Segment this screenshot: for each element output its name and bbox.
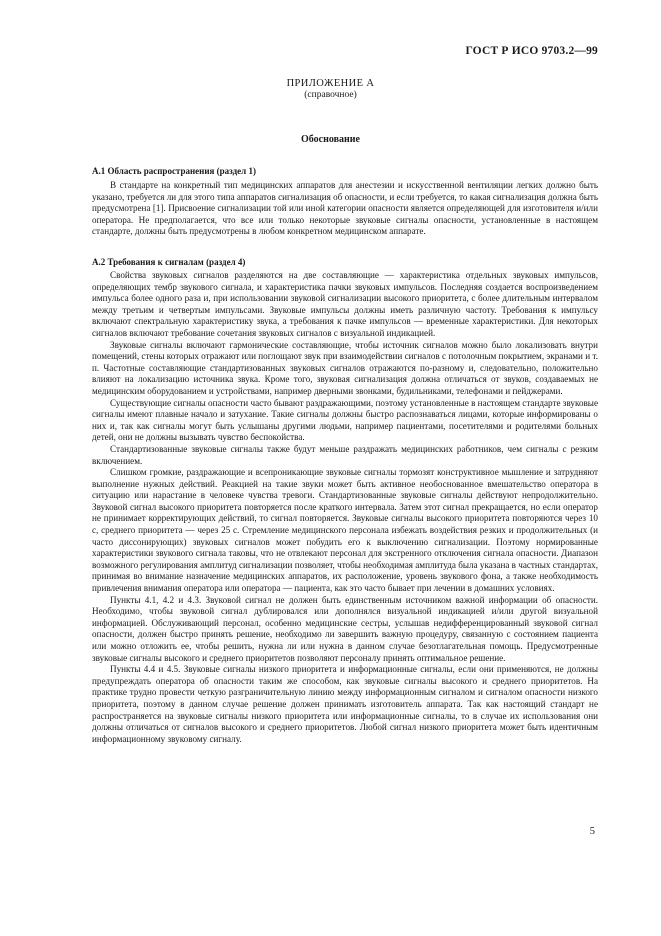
paragraph: Существующие сигналы опасности часто бывают раздражающими, поэтому установленные в настоящем стандарте звуковые сигналы имеют плавные начало и затухание. Такие сигналы должны быстро распознаваться лицами, которые информированы о них и, так как сигналы могут быть услышаны другими людьми, например пациентами, посетителями и родителями больных детей, они не должны вызывать чувство беспокойства. <box>92 397 598 443</box>
appendix-subtitle: (справочное) <box>304 90 357 100</box>
paragraph: Пункты 4.1, 4.2 и 4.3. Звуковой сигнал не должен быть единственным источником важной информации об опасности. Необходимо, чтобы звуковой сигнал дублировался или дополнялся визуальной индикацией и/или другой визуальной информацией. Обслуживающий персонал, особенно медицинские сестры, услышав недифференцированный звуковой сигнал опасности, должен быстро принять решение, необходимо ли завершить важную процедуру, связанную с состоянием пациента или можно отложить ее, чтобы решить, нужна ли или нужна в данном случае безотлагательная помощь. Предусмотренные звуковые сигналы высокого и среднего приоритетов позволяют персоналу принять оптимальное решение. <box>92 594 598 663</box>
section-a2-body <box>92 270 598 745</box>
paragraph: В стандарте на конкретный тип медицинских аппаратов для анестезии и искусственной вентиляции легких должно быть указано, требуется ли для этого типа аппаратов сигнализация об опасности, и если требуется, то какая сигнализация должна быть предусмотрена [1]. Присвоение сигнализации той или иной категории опасности является определяющей для изготовителя и/или оператора. Не предполагается, что все или только некоторые звуковые сигналы опасности, установленные в настоящем стандарте, должны быть предусмотрены в любом конкретном медицинском аппарате. <box>92 180 598 237</box>
paragraph: Пункты 4.4 и 4.5. Звуковые сигналы низкого приоритета и информационные сигналы, если они применяются, не должны предупреждать оператора об опасности таким же способом, как звуковые сигналы высокого и среднего приоритетов. На практике трудно провести четкую разграничительную линию между информационным сигналом и сигналом опасности низкого приоритета, поэтому в данном случае решение должен принимать изготовитель аппарата. Так как настоящий стандарт не распространяется на звуковые сигналы низкого приоритета или информационные сигналы, то в случае их использования они должны отличаться от сигналов высокого и среднего приоритетов. Любой сигнал низкого приоритета может быть идентичным информационному звуковому сигналу. <box>92 664 598 744</box>
page-number: 5 <box>589 826 595 837</box>
paragraph: Стандартизованные звуковые сигналы также будут меньше раздражать медицинских работников, чем сигналы с резким включением. <box>92 443 598 466</box>
appendix-title: ПРИЛОЖЕНИЕ А <box>286 78 375 89</box>
section-a1-body <box>92 180 598 238</box>
section-heading: Обоснование <box>301 134 360 145</box>
paragraph: Свойства звуковых сигналов разделяются на две составляющие — характеристика отдельных звуковых импульсов, определяющих тембр звукового сигнала, и характеристика пачки звуковых импульсов. Последняя создается воспроизведением импульса более одного раза и, при использовании звуковой сигнализации высокого приоритета, с более длительным интервалом между третьим и четвертым импульсами. Звуковые импульсы должны иметь различную частоту. Требования к импульсу включают спектральную характеристику звука, а требования к пачке импульсов — временные характеристики. Для некоторых сигналов включают требование сочетания звуковых сигналов с визуальной индикацией. <box>92 270 598 338</box>
paragraph: Слишком громкие, раздражающие и всепроникающие звуковые сигналы тормозят конструктивное мышление и затрудняют выполнение нужных действий. Реакцией на такие звуки может быть активное необоснованное вмешательство оператора в ситуацию или нарастание в человеке чувства тревоги. Стандартизованные звуковые сигналы действуют непродолжительно. Звуковой сигнал высокого приоритета повторяется после краткого интервала. Затем этот сигнал прекращается, но если оператор не принимает корректирующих действий, то сигнал повторяется. Звуковые сигналы высокого приоритета повторяются через 10 с, среднего приоритета — через 25 с. Стремление медицинского персонала избежать воздействия резких и продолжительных (и часто диссонирующих) звуковых сигналов может побудить его к выключению сигнализации. Поэтому нормированные характеристики звукового сигнала таковы, что не отвлекают персонал для экстренного отключения сигнала опасности. Диапазон возможного регулирования амплитуд сигнализации позволяет, чтобы необходимая амплитуда была указана в частных стандартах, принимая во внимание назначение медицинских аппаратов, их расположение, уровень звукового фона, а также необходимость привлечения внимания оператора или оператора — пациента, как это часто бывает при лечении в домашних условиях. <box>92 467 598 594</box>
section-title-a1: А.1 Область распространения (раздел 1) <box>92 166 256 176</box>
paragraph: Звуковые сигналы включают гармонические составляющие, чтобы источник сигналов можно было локализовать внутри помещений, стены которых отражают или поглощают звук при взаимодействии сигналов с потолочным покрытием, экранами и т. п. Частотные составляющие стандартизованных звуковых сигналов отражаются по-разному и, следовательно, положительно влияют на локализацию источника звука. Кроме того, звуковая сигнализация должна отличаться от звуков, создаваемых не медицинским оборудованием и устройствами, например дверными звонками, будильниками, телефонами и пейджерами. <box>92 339 598 396</box>
document-code: ГОСТ Р ИСО 9703.2—99 <box>465 45 598 57</box>
section-title-a2: А.2 Требования к сигналам (раздел 4) <box>92 257 246 267</box>
